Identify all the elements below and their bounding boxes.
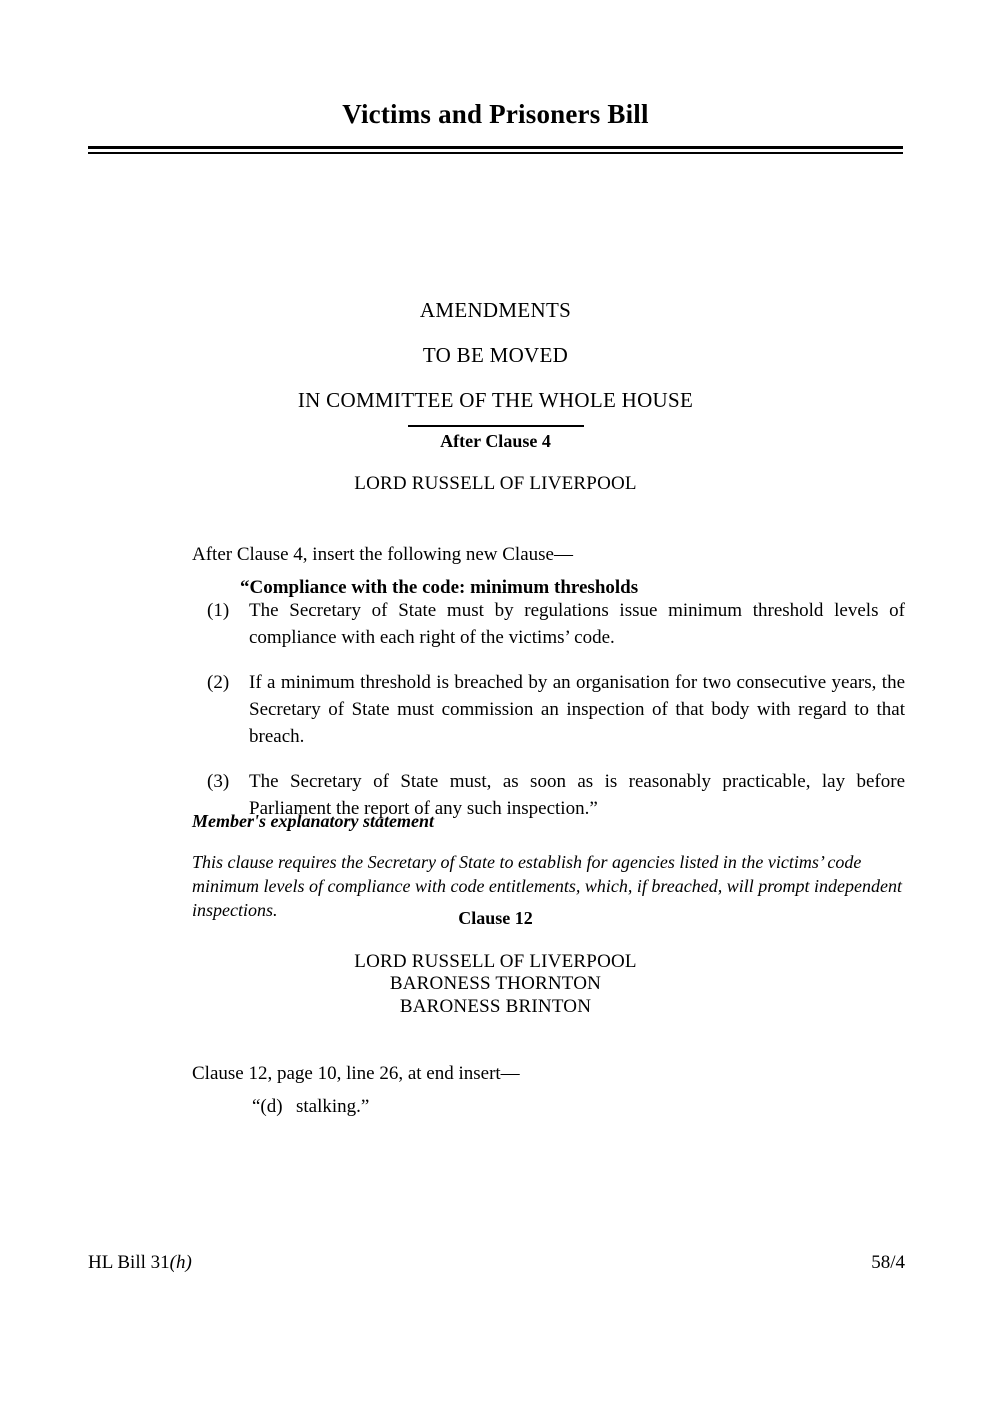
insert-item — [252, 1094, 905, 1120]
clause-item-number: (2) — [207, 671, 230, 693]
section-marker-after-clause-4 — [88, 431, 903, 453]
insert-item-text: stalking.” — [296, 1096, 370, 1117]
new-clause-title: “Compliance with the code: minimum thresholds — [240, 577, 639, 598]
explanatory-statement-heading: Member's explanatory statement — [192, 811, 434, 831]
insert-item-label: “(d) — [252, 1096, 283, 1117]
footer-bill-number: HL Bill 31 — [88, 1252, 170, 1273]
sponsor-name: BARONESS BRINTON — [399, 995, 592, 1017]
footer-page-number: 58/4 — [871, 1252, 905, 1273]
sponsor-list — [88, 951, 903, 1018]
clause-12-marker: Clause 12 — [458, 908, 533, 928]
heading-amendments: AMENDMENTS — [419, 298, 572, 322]
sponsors-after-clause-4 — [88, 473, 903, 495]
heading-in-committee: IN COMMITTEE OF THE WHOLE HOUSE — [297, 388, 694, 412]
clause-item-text: If a minimum threshold is breached by an organisation for two consecutive years, the Secretary of State must commission an inspection of that body with regard to that breach. — [249, 671, 905, 747]
clause-item-number: (3) — [207, 770, 230, 792]
title-double-rule — [88, 146, 903, 154]
sponsor-list — [88, 473, 903, 495]
rule-thin — [88, 152, 903, 154]
clause-item — [207, 598, 905, 652]
sponsor-name: LORD RUSSELL OF LIVERPOOL — [354, 473, 637, 494]
heading-to-be-moved: TO BE MOVED — [422, 343, 569, 367]
clause-item-text: The Secretary of State must by regulations issue minimum threshold levels of compliance with each right of the victims’ code. — [249, 600, 905, 648]
clause-item — [207, 670, 905, 751]
clause-12-insert-block — [252, 1075, 905, 1139]
sponsor-name: BARONESS THORNTON — [389, 973, 602, 995]
sponsor-name: LORD RUSSELL OF LIVERPOOL — [354, 951, 637, 972]
page-footer — [88, 1252, 905, 1274]
clause-item-number: (1) — [207, 600, 230, 621]
sponsors-clause-12 — [88, 951, 903, 1018]
heading-short-rule — [408, 425, 584, 427]
masthead — [88, 100, 903, 154]
clause-12-lead-line: Clause 12, page 10, line 26, at end insert— — [192, 1063, 520, 1084]
section-marker-clause-12 — [88, 908, 903, 930]
page-title: Victims and Prisoners Bill — [342, 99, 649, 129]
after-clause-4-lead-line: After Clause 4, insert the following new Clause— — [192, 544, 573, 565]
clause-item-text: The Secretary of State must, as soon as is reasonably practicable, lay before Parliament the report of any such inspection.” — [249, 770, 905, 819]
footer-bill-reference — [88, 1252, 192, 1274]
footer-bill-suffix: (h) — [169, 1252, 192, 1273]
after-clause-4-marker: After Clause 4 — [440, 431, 551, 451]
document-headings — [88, 300, 903, 427]
explanatory-statement-text: This clause requires the Secretary of State to establish for agencies listed in the victims’ code minimum levels of compliance with code entitlements, which, if breached, will prompt independent inspections. — [192, 852, 903, 921]
